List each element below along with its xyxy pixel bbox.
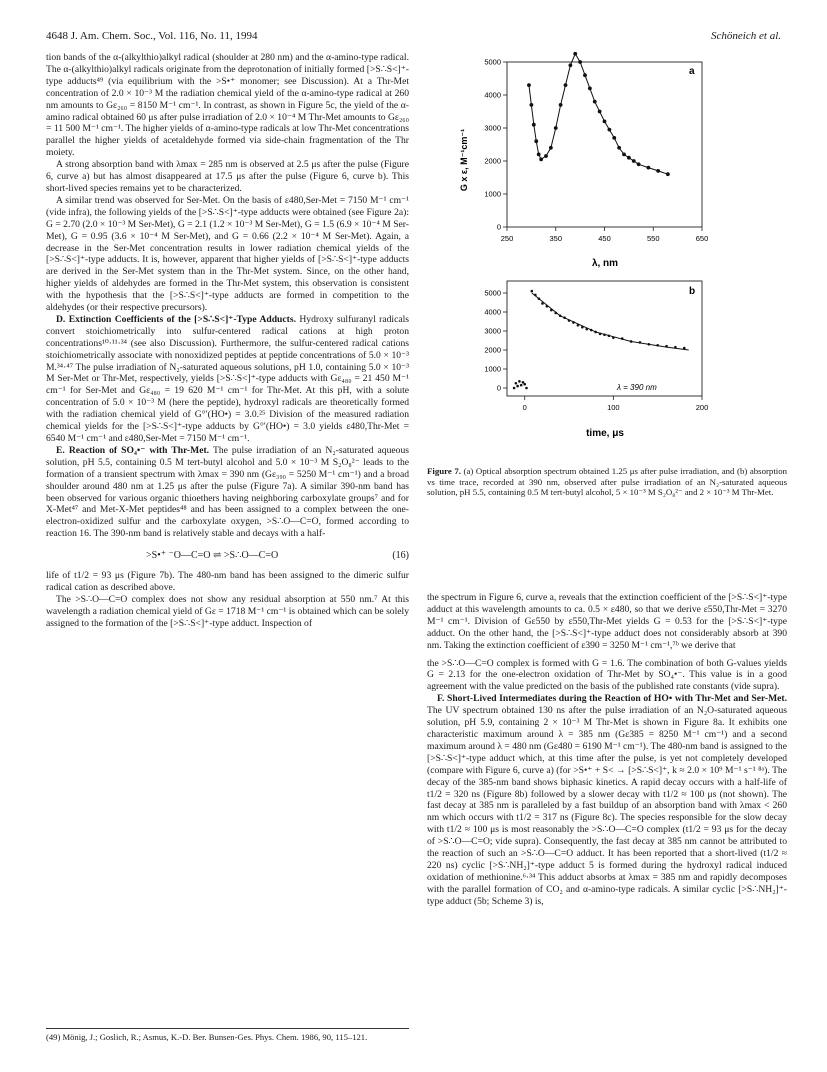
data-point: [541, 302, 544, 305]
data-point: [594, 331, 597, 334]
data-point: [656, 344, 659, 347]
panel-b: [484, 281, 708, 439]
data-point: [527, 83, 531, 87]
x-tick-label: 450: [598, 234, 611, 243]
data-point: [665, 345, 668, 348]
data-point: [622, 153, 626, 157]
y-tick-label: 4000: [484, 90, 501, 100]
data-point: [534, 139, 538, 143]
figure-7-plots: [427, 48, 787, 458]
paragraph: The pulse irradiation of an N₂-saturated aqueous solution, pH 5.5, containing 0.5 M tert-butyl alcohol and 5.0 × 10⁻³ M S₂O₈²⁻ leads to the formation of a transient spectrum with λmax = 390 nm (Gε₃₉₀ = 5250 M⁻¹ cm⁻¹) and a broad shoulder around 480 nm at 1.25 μs after the pulse (Figure 7a). A similar 390-nm band has been observed for various organic thioethers having neighboring carboxylate groups⁷ and for X-Met⁴⁷ and Met-X-Met peptides⁴⁸ and has been assigned to a complex between the one-electron-oxidized sulfur and the carboxylate oxygen, >S∴O—C=O, formed according to reaction 16. The 390-nm band is relatively stable and decays with a half-: [46, 444, 409, 540]
data-point: [590, 329, 593, 332]
fit-curve: [532, 293, 689, 350]
journal-citation: 4648 J. Am. Chem. Soc., Vol. 116, No. 11, 1994: [46, 30, 258, 42]
data-point: [531, 290, 534, 293]
data-point: [585, 328, 588, 331]
data-point: [538, 297, 541, 300]
data-point: [515, 382, 518, 385]
panel-a-label: a: [689, 66, 695, 77]
y-tick-label: 0: [496, 383, 501, 393]
y-tick-label: 4000: [484, 307, 501, 317]
y-tick-label: 2000: [484, 156, 501, 166]
data-point: [578, 60, 582, 64]
section-heading: E. Reaction of SO₄•⁻ with Thr-Met.: [56, 444, 210, 456]
y-tick-label: 5000: [484, 57, 501, 67]
data-point: [550, 309, 553, 312]
data-point: [627, 156, 631, 160]
data-point: [554, 312, 557, 315]
data-point: [598, 110, 602, 114]
x-tick-label: 250: [500, 234, 514, 243]
paragraph: Hydroxy sulfuranyl radicals convert stoichiometrically into sulfur-centered radical cations at high proton concentrations¹⁰·¹¹·³⁴ (see also Discussion). Furthermore, the sulfur-centered radical cations stoichiometrically associate with nonoxidized peptides at peptide concentrations of 5.0 × 10⁻³ M.³⁴·⁴⁷ The pulse irradiation of N₂-saturated aqueous solutions, pH 1.0, containing 5.0 × 10⁻³ M Ser-Met or Thr-Met, respectively, yields [>S∴S<]⁺-type adducts with Gε₄₈₀ = 21 450 M⁻¹ cm⁻¹ for Ser-Met and Gε₄₈₀ = 19 620 M⁻¹ cm⁻¹ for Thr-Met. At this pH, with a solute concentration of 5.0 × 10⁻³ M (here the peptide), hydroxyl radicals are theoretically formed with the radiation chemical yield of G°′(HO•) = 3.0.²⁵ Division of the measured radiation chemical yields for the [>S∴S<]⁺-type adducts by G°′(HO•) = 3.0 yields ε480,Thr-Met = 6540 M⁻¹ cm⁻¹ and ε480,Ser-Met = 7150 M⁻¹ cm⁻¹.: [46, 313, 409, 444]
spectrum-line: [529, 54, 668, 174]
data-point: [639, 341, 642, 344]
data-point: [588, 87, 592, 91]
x-tick-label: 550: [646, 234, 660, 243]
data-point: [520, 384, 523, 387]
running-author: Schöneich et al.: [711, 30, 781, 42]
data-point: [537, 153, 541, 157]
data-point: [516, 385, 519, 388]
data-point: [612, 136, 616, 140]
data-point: [559, 315, 562, 318]
paragraph: The >S∴O—C=O complex does not show any residual absorption at 550 nm.⁷ At this wavelength a radiation chemical yield of Gε = 1718 M⁻¹ cm⁻¹ is obtained which can be solely assigned to the formation of the [>S∴S<]⁺-type adduct. Inspection of: [46, 593, 409, 629]
data-point: [630, 340, 633, 343]
section-heading: F. Short-Lived Intermediates during the Reaction of HO• with Thr-Met and Ser-Met.: [437, 693, 787, 705]
panel-b-label: b: [689, 286, 696, 297]
paragraph: The UV spectrum obtained 130 ns after the pulse irradiation of an N₂O-saturated aqueous solution, pH 5.9, containing 2 × 10⁻³ M Thr-Met is shown in Figure 8a. It exhibits one characteristic maximum around λ = 385 nm (Gε385 = 8250 M⁻¹ cm⁻¹) and a second maximum around λ = 480 nm (Gε480 = 6190 M⁻¹ cm⁻¹). The 480-nm band is assigned to the [>S∴S<]⁺-type adduct which, at this time after the pulse, is yet not completely developed (compare with Figure 6, curve a) (for >S•⁺ + S< → [>S∴S<]⁺, k ≈ 2.0 × 10⁹ M⁻¹ s⁻¹ ⁸ᵃ). The decay of the 385-nm band shows biphasic kinetics. A rapid decay occurs with a half-life of t1/2 = 320 ns (Figure 8b) followed by a slower decay with t1/2 ≈ 100 μs (not shown). The fast decay at 385 nm is paralleled by a fast buildup of an absorption band with λmax < 260 nm which occurs with t1/2 = 317 ns (Figure 8c). The species responsible for the slow decay with t1/2 ≈ 100 μs is most reasonably the >S∴O—C=O complex (t1/2 = 93 μs for the decay of >S∴O—C=O; vide supra). Consequently, the fast decay at 385 nm cannot be attributed to the reaction of such an >S∴O—C=O adduct. It has been reported that a short-lived (t1/2 ≈ 220 ns) cyclic [>S∴NH₂]⁺-type adduct 5 is formed during the hydroxyl radical induced oxidation of methionine.⁶·³⁴ This adduct absorbs at λmax = 385 nm and rapidly decomposes with the parallel formation of CO₂ and α-amino-type radicals. A similar cyclic [>S∴NH₂]⁺-type adduct (5b; Scheme 3) is,: [427, 705, 787, 907]
section-f: [427, 693, 787, 907]
data-point: [513, 387, 516, 390]
data-point: [646, 166, 650, 170]
data-point: [637, 162, 641, 166]
data-point: [564, 83, 568, 87]
data-point: [599, 333, 602, 336]
data-point: [532, 123, 536, 127]
equation-text: >S•⁺ ⁻O—C=O ⇌ >S∴O—C=O: [146, 550, 279, 562]
data-point: [522, 381, 525, 384]
x-tick-label: 650: [695, 234, 709, 243]
x-tick-label: 0: [522, 403, 527, 412]
right-column: [427, 592, 787, 908]
data-point: [656, 169, 660, 173]
y-tick-label: 3000: [484, 326, 501, 336]
data-point: [563, 316, 566, 319]
data-point: [612, 336, 615, 339]
paragraph: tion bands of the α-(alkylthio)alkyl radical (shoulder at 280 nm) and the α-amino-type radical. The α-(alkylthio)alkyl radicals originate from the deprotonation of initially formed [>S∴S<]⁺-type adducts⁴⁹ (via equilibrium with the >S•⁺ monomer; see Discussion). At a Thr-Met concentration of 2.0 × 10⁻³ M the radiation chemical yield of the α-amino-type radical at 260 nm amounts to Gε₂₆₀ = 8150 M⁻¹ cm⁻¹. In contrast, as shown in Figure 5c, the yield of the α-amino radical obtained 60 μs after pulse irradiation of 2.0 × 10⁻⁴ M Thr-Met amounts to Gε₂₆₀ = 11 500 M⁻¹ cm⁻¹. The higher yields of α-amino-type radicals at low Thr-Met concentrations parallel the higher yields of acetaldehyde formed via side-chain fragmentation of the Thr moiety.: [46, 52, 409, 159]
section-e: [46, 445, 409, 540]
data-point: [549, 146, 553, 150]
data-point: [534, 294, 537, 297]
data-point: [568, 63, 572, 67]
section-heading: D. Extinction Coefficients of the [>S∴S<]⁺-Type Adducts.: [56, 313, 296, 325]
data-point: [617, 146, 621, 150]
data-point: [583, 73, 587, 77]
page-header: [46, 30, 781, 46]
equation-number: (16): [392, 550, 409, 562]
data-point: [559, 103, 563, 107]
data-point: [572, 321, 575, 324]
panel-b-frame: [507, 281, 702, 396]
paragraph: A similar trend was observed for Ser-Met. On the basis of ε480,Ser-Met = 7150 M⁻¹ cm⁻¹ (vide infra), the following yields of the [>S∴S<]⁺-type adducts were obtained (see Figure 2a): G = 2.70 (2.0 × 10⁻³ M Ser-Met), G = 2.1 (1.2 × 10⁻³ M Ser-Met), G = 1.5 (6.9 × 10⁻⁴ M Ser-Met), G = 0.95 (3.6 × 10⁻⁴ M Ser-Met), and G = 0.66 (2.2 × 10⁻⁴ M Ser-Met). Again, a decrease in the Ser-Met concentration results in lower radiation chemical yields of the [>S∴S<]⁺-type adducts. It is, however, apparent that higher yields of [>S∴S<]⁺-type adducts are derived in the Ser-Met system than in the Thr-Met system. Since, on the other hand, higher yields of aldehydes are formed in the Thr-Met system, this observation is consistent with the hypothesis that the [>S∴S<]⁺-type adducts are formed in competition to the aldehydes (or their respective precursors).: [46, 194, 409, 314]
data-point: [518, 380, 521, 383]
panel-b-annotation: λ = 390 nm: [617, 383, 657, 392]
data-point: [603, 334, 606, 337]
data-point: [607, 128, 611, 132]
data-point: [632, 159, 636, 163]
paragraph: the >S∴O—C=O complex is formed with G = 1.6. The combination of both G-values yields G = 2.13 for the one-electron oxidation of Thr-Met by SO₄•⁻. This value is in a good agreement with the value predicted on the basis of the published rate constants (vide supra).: [427, 657, 787, 693]
y-tick-label: 1000: [484, 189, 501, 199]
caption-text: (a) Optical absorption spectrum obtained 1.25 μs after pulse irradiation, and (b) absorption vs time trace, recorded at 390 nm, observed after pulse irradiation of an N₂-saturated aqueous solution, pH 5.5, containing 0.5 M tert-butyl alcohol, 5 × 10⁻³ M S₂O₈²⁻ and 2 × 10⁻³ M Thr-Met.: [427, 466, 787, 498]
panel-b-x-axis-label: time, μs: [586, 428, 624, 439]
data-point: [581, 326, 584, 329]
data-point: [544, 154, 548, 158]
data-point: [523, 383, 526, 386]
data-point: [666, 172, 670, 176]
panel-a-frame: [507, 62, 702, 227]
x-tick-label: 350: [549, 234, 563, 243]
caption-label: Figure 7.: [427, 466, 461, 476]
data-point: [593, 100, 597, 104]
x-tick-label: 100: [607, 403, 620, 412]
data-point: [621, 337, 624, 340]
data-point: [573, 52, 577, 56]
left-column: [46, 52, 409, 630]
data-point: [577, 324, 580, 327]
paragraph: A strong absorption band with λmax = 285 nm is observed at 2.5 μs after the pulse (Figure 6, curve a) but has almost disappeared at 17.5 μs after the pulse (Figure 6, curve b). This short-lived species remains yet to be characterized.: [46, 159, 409, 194]
equation-16: [46, 550, 409, 562]
data-point: [568, 319, 571, 322]
paragraph: the spectrum in Figure 6, curve a, reveals that the extinction coefficient of the [>S∴S<]⁺-type adduct at this wavelength amounts to ca. 0.5 × ε480, so that we derive ε550,Thr-Met = 3270 M⁻¹ cm⁻¹. Division of Gε550 by ε550,Thr-Met yields G = 0.53 for the [>S∴S<]⁺-type adduct. On the other hand, the [>S∴S<]⁺-type adduct does not considerably absorb at 390 nm. Taking the extinction coefficient of ε390 = 3250 M⁻¹ cm⁻¹,⁷ᵇ we derive that: [427, 592, 787, 651]
data-point: [554, 126, 558, 130]
footnote: (49) Mönig, J.; Goslich, R.; Asmus, K.-D. Ber. Bunsen-Ges. Phys. Chem. 1986, 90, 115–121.: [46, 1028, 409, 1043]
data-point: [608, 334, 611, 337]
y-tick-label: 5000: [484, 288, 501, 298]
data-point: [539, 157, 543, 161]
y-tick-label: 3000: [484, 123, 501, 133]
x-tick-label: 200: [695, 403, 709, 412]
data-point: [529, 103, 533, 107]
y-tick-label: 0: [496, 222, 501, 232]
data-point: [674, 346, 677, 349]
panel-a-x-axis-label: λ, nm: [591, 258, 619, 269]
section-d: [46, 314, 409, 445]
data-point: [603, 120, 607, 124]
figure-7: [427, 48, 787, 458]
y-tick-label: 1000: [484, 364, 501, 374]
panel-a-y-axis-label: G x ε, M⁻¹cm⁻¹: [459, 128, 469, 192]
y-tick-label: 2000: [484, 345, 501, 355]
data-point: [648, 343, 651, 346]
data-point: [546, 305, 549, 308]
data-point: [683, 347, 686, 350]
figure-caption: [427, 466, 787, 498]
data-point: [525, 387, 528, 390]
paragraph: life of t1/2 = 93 μs (Figure 7b). The 480-nm band has been assigned to the dimeric sulfur radical cation as described above.: [46, 570, 409, 593]
panel-a: [459, 52, 708, 269]
